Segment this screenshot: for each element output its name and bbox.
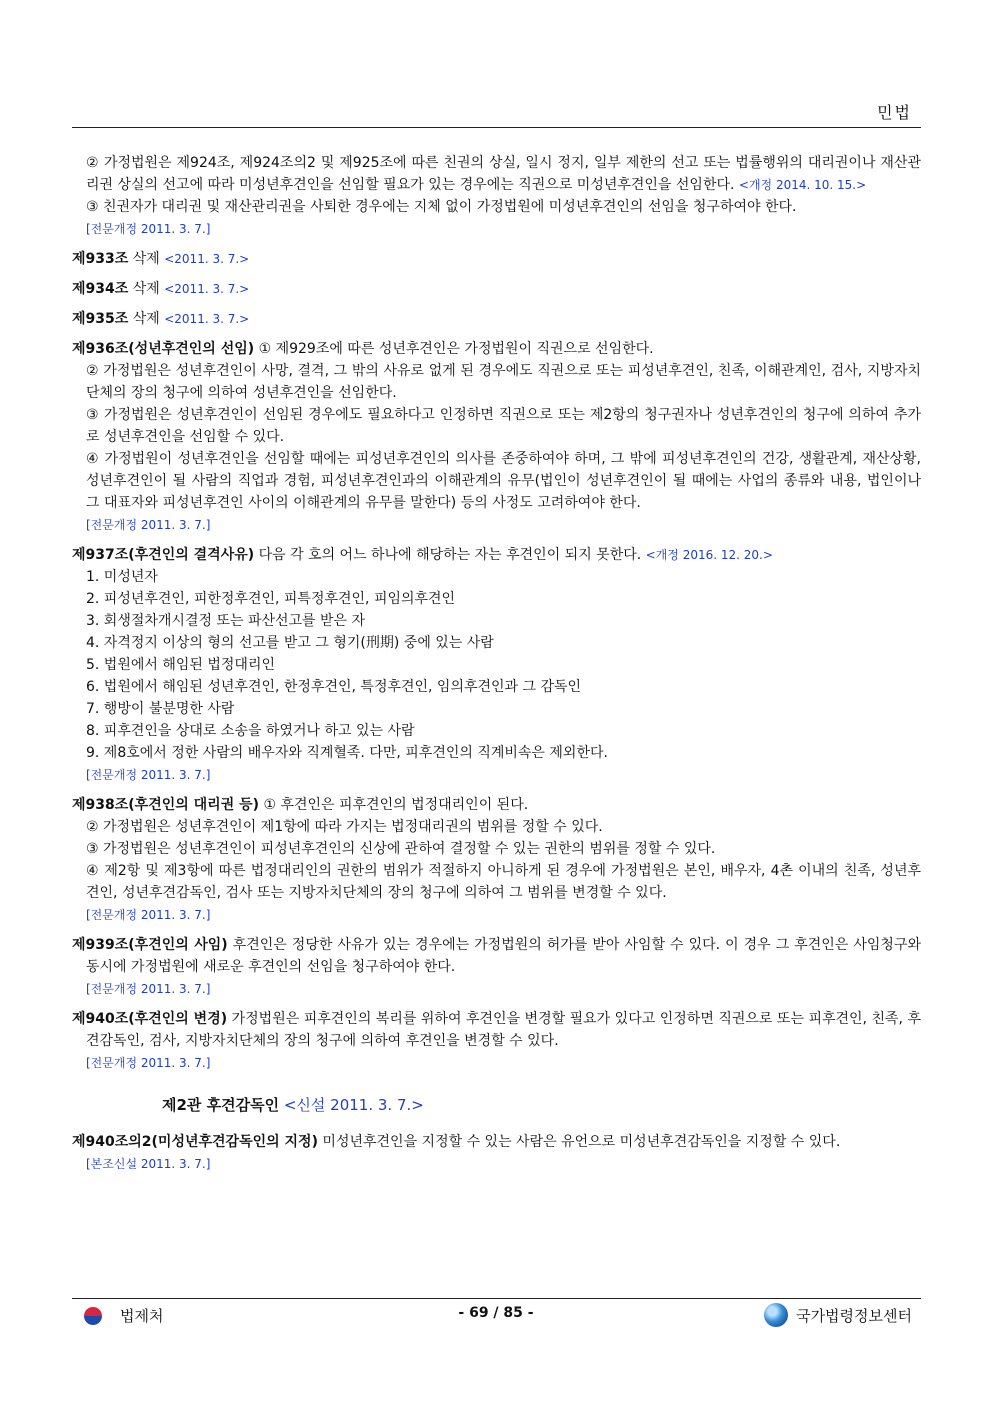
amendment-note: <2011. 3. 7.> [164,312,250,326]
footer-source [764,1303,912,1327]
source-name: 국가법령정보센터 [796,1306,912,1325]
revision-note [72,764,921,786]
paragraph [72,860,921,904]
paragraph-text: ③ 가정법원은 성년후견인이 선임된 경우에도 필요하다고 인정하면 직권으로 또는 제2항의 청구권자나 성년후견인의 청구에 의하여 추가로 성년후견인을 선임할 수 있다. [86,407,921,445]
revision-note-text: [전문개정 2011. 3. 7.] [86,222,211,236]
amendment-note: <개정 2016. 12. 20.> [645,548,773,562]
list-item-text: 1. 미성년자 [86,569,158,585]
revision-note-text: [전문개정 2011. 3. 7.] [86,908,211,922]
article [72,248,921,270]
article-text: 삭제 [128,251,165,267]
article [72,308,921,330]
article-text: 가정법원은 피후견인의 복리를 위하여 후견인을 변경할 필요가 있다고 인정하면 직권으로 또는 피후견인, 친족, 후견감독인, 검사, 지방자치단체의 장의 청구에 의하여 후견인을 변경할 수 있다. [86,1011,921,1049]
section-title: 제2관 후견감독인 [162,1096,280,1114]
list-item [72,610,921,632]
paragraph-text: ③ 친권자가 대리권 및 재산관리권을 사퇴한 경우에는 지체 없이 가정법원에 미성년후견인의 선임을 청구하여야 한다. [86,199,797,215]
article-heading: 제939조(후견인의 사임) [72,937,228,953]
paragraph [72,816,921,838]
article-heading: 제934조 [72,281,129,297]
globe-icon [764,1303,788,1327]
paragraph-text: ② 가정법원은 성년후견인이 제1항에 따라 가지는 법정대리권의 범위를 정할 수 있다. [86,819,603,835]
article [72,544,921,566]
article-text: 후견인은 정당한 사유가 있는 경우에는 가정법원의 허가를 받아 사임할 수 있다. 이 경우 그 후견인은 사임청구와 동시에 가정법원에 새로운 후견인의 선임을 청구하여야 한다. [86,937,921,975]
paragraph-text: ② 가정법원은 제924조, 제924조의2 및 제925조에 따른 친권의 상실, 일시 정지, 일부 제한의 선고 또는 법률행위의 대리권이나 재산관리권 상실의 선고에 따라 미성년후견인을 선임할 필요가 있는 경우에는 직권으로 미성년후견인을 선임한다. [86,155,921,193]
revision-note [72,978,921,1000]
header-divider [72,127,921,128]
article [72,1008,921,1052]
revision-note [72,514,921,536]
article [72,794,921,816]
revision-note-text: [전문개정 2011. 3. 7.] [86,1056,211,1070]
article-heading: 제936조(성년후견인의 선임) [72,341,255,357]
list-item [72,654,921,676]
article-text: ① 제929조에 따른 성년후견인은 가정법원이 직권으로 선임한다. [254,341,654,357]
article [72,278,921,300]
revision-note [72,904,921,926]
page-number: - 69 / 85 - [458,1305,534,1321]
revision-note [72,1052,921,1074]
revision-note-text: [전문개정 2011. 3. 7.] [86,518,211,532]
paragraph [72,196,921,218]
paragraph [72,360,921,404]
article [72,1131,921,1153]
section-note: <신설 2011. 3. 7.> [279,1096,424,1114]
list-item-text: 3. 회생절차개시결정 또는 파산선고를 받은 자 [86,613,366,629]
article-text: 미성년후견인을 지정할 수 있는 사람은 유언으로 미성년후견감독인을 지정할 수 있다. [317,1134,841,1150]
article-heading: 제938조(후견인의 대리권 등) [72,797,260,813]
amendment-note: <2011. 3. 7.> [164,282,250,296]
article-heading: 제940조(후견인의 변경) [72,1011,228,1027]
paragraph [72,152,921,196]
amendment-note: <개정 2014. 10. 15.> [738,178,867,192]
list-item [72,698,921,720]
article-heading: 제933조 [72,251,129,267]
paragraph-text: ④ 가정법원이 성년후견인을 선임할 때에는 피성년후견인의 의사를 존중하여야 하며, 그 밖에 피성년후견인의 건강, 생활관계, 재산상황, 성년후견인이 될 사람의 직업과 경험, 피성년후견인과의 이해관계의 유무(법인이 성년후견인이 될 때에는 사업의 종류와 내용, 법인이나 그 대표자와 피성년후견인 사이의 이해관계의 유무를 말한다) 등의 사정도 고려하여야 한다. [86,451,921,511]
article-heading: 제937조(후견인의 결격사유) [72,547,255,563]
article-text: 다음 각 호의 어느 하나에 해당하는 자는 후견인이 되지 못한다. [254,547,646,563]
list-item [72,742,921,764]
list-item [72,676,921,698]
list-item [72,720,921,742]
revision-note-text: [본조신설 2011. 3. 7.] [86,1157,211,1171]
list-item [72,632,921,654]
list-item-text: 6. 법원에서 해임된 성년후견인, 한정후견인, 특정후견인, 임의후견인과 그 감독인 [86,679,582,695]
paragraph [72,838,921,860]
revision-note [72,218,921,240]
revision-note-text: [전문개정 2011. 3. 7.] [86,768,211,782]
article-text: 삭제 [128,281,165,297]
list-item [72,566,921,588]
list-item-text: 4. 자격정지 이상의 형의 선고를 받고 그 형기(刑期) 중에 있는 사람 [86,635,494,651]
paragraph-text: ② 가정법원은 성년후견인이 사망, 결격, 그 밖의 사유로 없게 된 경우에도 직권으로 또는 피성년후견인, 친족, 이해관계인, 검사, 지방자치단체의 장의 청구에 의하여 성년후견인을 선임한다. [86,363,921,401]
list-item-text: 5. 법원에서 해임된 법정대리인 [86,657,275,673]
paragraph [72,404,921,448]
list-item [72,588,921,610]
article-text: ① 후견인은 피후견인의 법정대리인이 된다. [259,797,529,813]
article-heading: 제935조 [72,311,129,327]
publisher-name: 법제처 [120,1307,164,1325]
paragraph [72,448,921,514]
law-text-body [72,152,921,1175]
revision-note [72,1153,921,1175]
paragraph-text: ④ 제2항 및 제3항에 따른 법정대리인의 권한의 범위가 적절하지 아니하게 된 경우에 가정법원은 본인, 배우자, 4촌 이내의 친족, 성년후견인, 성년후견감독인, 검사 또는 지방자치단체의 장의 청구에 의하여 그 범위를 변경할 수 있다. [86,863,921,901]
article [72,338,921,360]
paragraph-text: ③ 가정법원은 성년후견인이 피성년후견인의 신상에 관하여 결정할 수 있는 권한의 범위를 정할 수 있다. [86,841,716,857]
list-item-text: 8. 피후견인을 상대로 소송을 하였거나 하고 있는 사람 [86,723,415,739]
revision-note-text: [전문개정 2011. 3. 7.] [86,982,211,996]
article-heading: 제940조의2(미성년후견감독인의 지정) [72,1134,318,1150]
list-item-text: 7. 행방이 불분명한 사람 [86,701,235,717]
amendment-note: <2011. 3. 7.> [164,252,250,266]
article-text: 삭제 [128,311,165,327]
list-item-text: 2. 피성년후견인, 피한정후견인, 피특정후견인, 피임의후견인 [86,591,456,607]
footer-divider [72,1298,921,1299]
list-item-text: 9. 제8호에서 정한 사람의 배우자와 직계혈족. 다만, 피후견인의 직계비속은 제외한다. [86,745,608,761]
document-title: 민법 [877,103,912,122]
article [72,934,921,978]
section-heading [162,1094,921,1116]
